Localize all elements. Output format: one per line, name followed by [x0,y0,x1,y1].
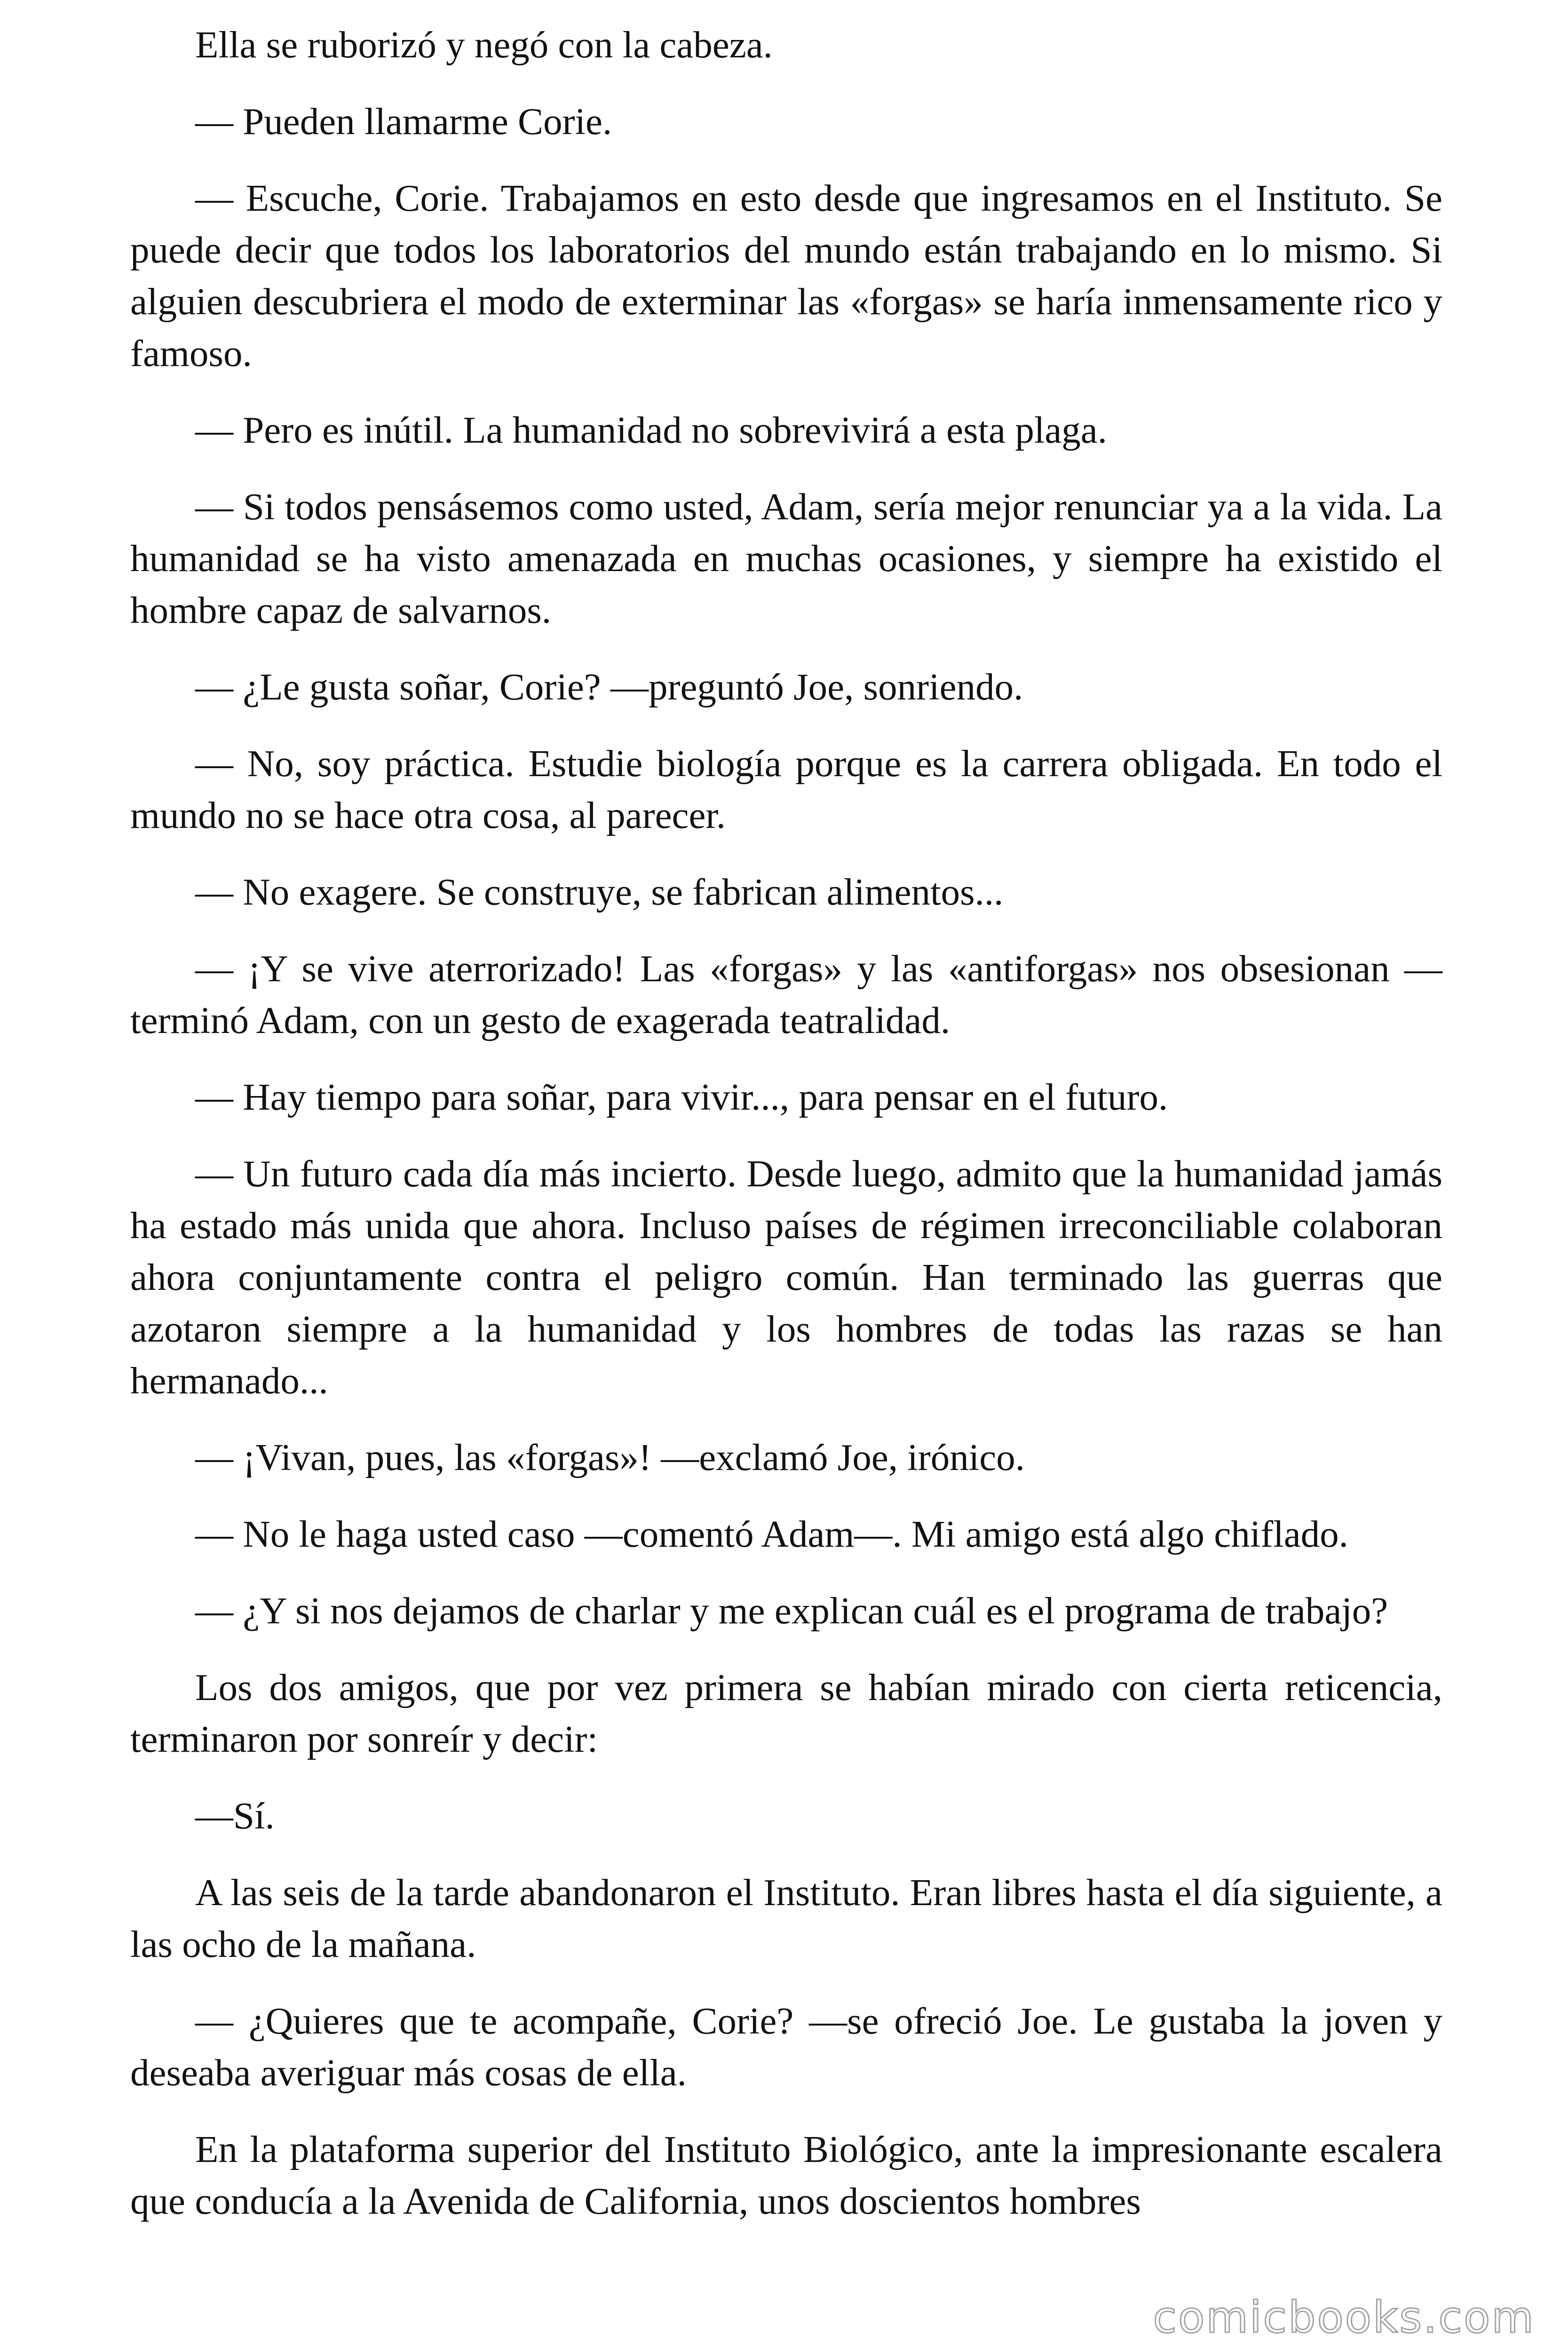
paragraph-17: A las seis de la tarde abandonaron el Instituto. Eran libres hasta el día siguiente, a las ocho de la mañana. [130,1871,1442,1965]
paragraph-12: — ¡Vivan, pues, las «forgas»! —exclamó Joe, irónico. [195,1436,1025,1478]
paragraph-9: — ¡Y se vive aterrorizado! Las «forgas» y las «antiforgas» nos obsesionan — terminó Adam, con un gesto de exagerada teatralidad. [130,947,1442,1041]
paragraph-1: Ella se ruborizó y negó con la cabeza. [195,24,773,66]
paragraph-7: — No, soy práctica. Estudie biología porque es la carrera obligada. En todo el mundo no se hace otra cosa, al parecer. [130,742,1442,836]
site-watermark: comicbooks.com [1153,2292,1535,2343]
paragraph-14: — ¿Y si nos dejamos de charlar y me explican cuál es el programa de trabajo? [195,1589,1388,1632]
paragraph-10: — Hay tiempo para soñar, para vivir..., para pensar en el futuro. [195,1076,1168,1118]
paragraph-19: En la plataforma superior del Instituto Biológico, ante la impresionante escalera que conducía a la Avenida de California, unos doscientos hombres [130,2128,1442,2222]
paragraph-16: —Sí. [195,1795,275,1837]
paragraph-11: — Un futuro cada día más incierto. Desde luego, admito que la humanidad jamás ha estado más unida que ahora. Incluso países de régimen irreconciliable colaboran ahora conjuntamente contra el peligro común. Han terminado las guerras que azotaron siempre a la humanidad y los hombres de todas las razas se han hermanado... [130,1152,1442,1402]
paragraph-15: Los dos amigos, que por vez primera se habían mirado con cierta reticencia, terminaron por sonreír y decir: [130,1666,1442,1760]
paragraph-8: — No exagere. Se construye, se fabrican alimentos... [195,871,1004,913]
paragraph-5: — Si todos pensásemos como usted, Adam, sería mejor renunciar ya a la vida. La humanidad se ha visto amenazada en muchas ocasiones, y siempre ha existido el hombre capaz de salvarnos. [130,485,1442,631]
paragraph-13: — No le haga usted caso —comentó Adam—. Mi amigo está algo chiflado. [195,1513,1348,1555]
body-text [130,19,1442,2227]
paragraph-18: — ¿Quieres que te acompañe, Corie? —se ofreció Joe. Le gustaba la joven y deseaba averiguar más cosas de ella. [130,2000,1442,2094]
paragraph-4: — Pero es inútil. La humanidad no sobrevivirá a esta plaga. [195,409,1107,451]
paragraph-3: — Escuche, Corie. Trabajamos en esto desde que ingresamos en el Instituto. Se puede decir que todos los laboratorios del mundo están trabajando en lo mismo. Si alguien descubriera el modo de exterminar las «forgas» se haría inmensamente rico y famoso. [130,177,1442,374]
paragraph-6: — ¿Le gusta soñar, Corie? —preguntó Joe, sonriendo. [195,666,1023,708]
paragraph-2: — Pueden llamarme Corie. [195,100,612,143]
